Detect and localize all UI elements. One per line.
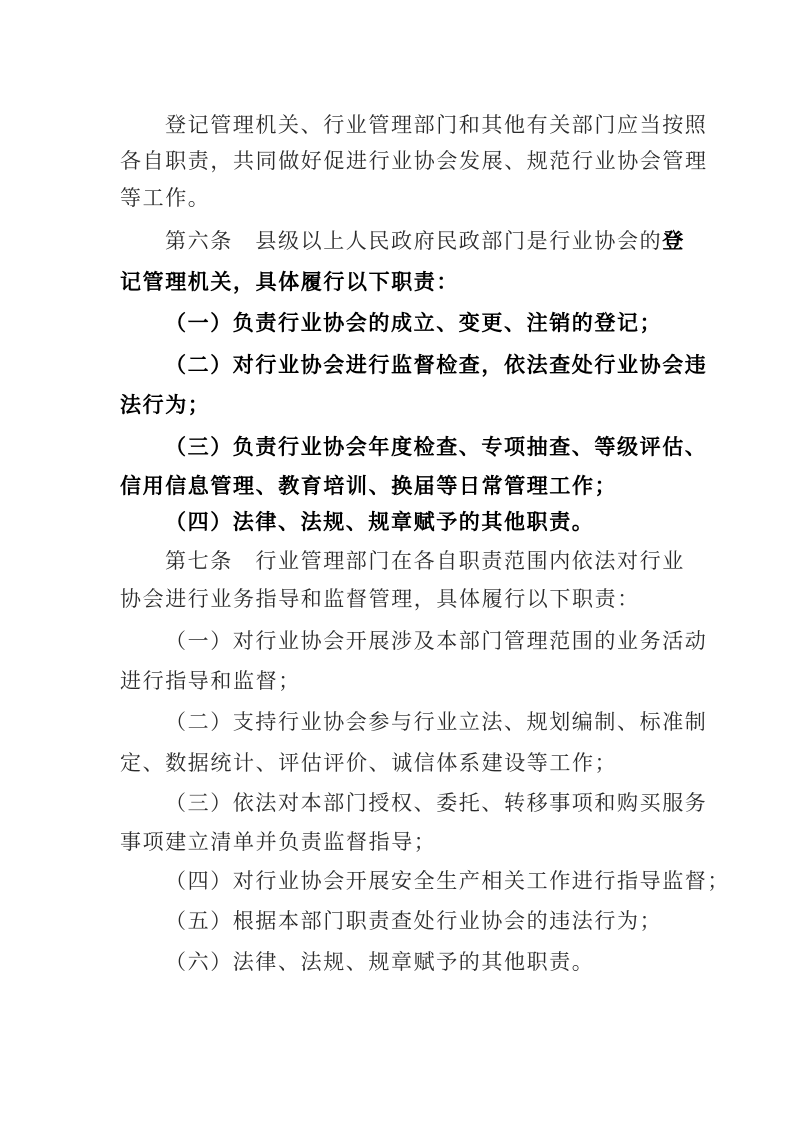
bold-text: （四）法律、法规、规章赋予的其他职责。 [165,509,595,534]
article-7-line [165,549,685,573]
bold-text: 法行为； [120,392,211,417]
paragraph-line [120,149,708,173]
article-6-item [165,510,594,534]
text: （二）支持行业协会参与行业立法、规划编制、标准制 [165,710,708,734]
text: 协会进行业务指导和监督管理，具体履行以下职责： [120,587,640,611]
article-7-item [165,909,662,933]
article-6-line [165,229,685,253]
text: 定、数据统计、评估评价、诚信体系建设等工作； [120,751,618,775]
text: （五）根据本部门职责查处行业协会的违法行为； [165,909,663,933]
text: （一）对行业协会开展涉及本部门管理范围的业务活动 [165,629,708,653]
article-7-line [120,587,640,611]
paragraph-line [120,186,210,210]
bold-text: 记管理机关，具体履行以下职责： [120,269,459,294]
text: 第七条 行业管理部门在各自职责范围内依法对行业 [165,549,685,573]
bold-text: 登 [662,228,685,253]
bold-text: （三）负责行业协会年度检查、专项抽查、等级评估、 [165,434,708,459]
article-7-item [165,710,707,734]
text: 登记管理机关、行业管理部门和其他有关部门应当按照 [165,113,708,137]
article-7-item [165,869,730,893]
article-6-line [120,270,459,294]
bold-text: 信用信息管理、教育培训、换届等日常管理工作； [120,473,618,498]
bold-text: （二）对行业协会进行监督检查，依法查处行业协会违 [165,352,708,377]
article-6-item [165,353,707,377]
article-6-item [120,393,210,417]
article-7-item [120,830,436,854]
text: 进行指导和监督； [120,669,301,693]
article-6-item [120,474,617,498]
bold-text: （一）负责行业协会的成立、变更、注销的登记； [165,310,663,335]
article-7-item [165,629,707,653]
text: 各自职责，共同做好促进行业协会发展、规范行业协会管理 [120,149,708,173]
article-6-item [165,311,662,335]
text: 事项建立清单并负责监督指导； [120,830,437,854]
text: 等工作。 [120,186,211,210]
text: 第六条 县级以上人民政府民政部门是行业协会的 [165,229,663,253]
article-6-item [165,435,707,459]
paragraph-line [165,113,707,137]
text: （六）法律、法规、规章赋予的其他职责。 [165,950,595,974]
article-7-item [120,669,301,693]
article-7-item [120,751,617,775]
article-7-item [165,950,594,974]
text: （三）依法对本部门授权、委托、转移事项和购买服务 [165,791,708,815]
article-7-item [165,791,707,815]
text: （四）对行业协会开展安全生产相关工作进行指导监督； [165,869,730,893]
